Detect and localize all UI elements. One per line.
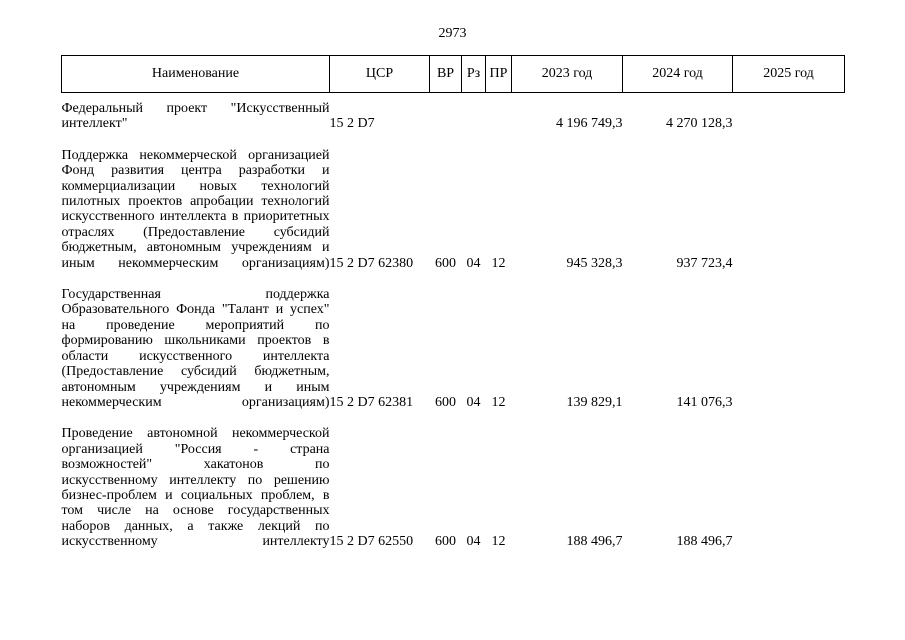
header-vr: ВР: [430, 56, 462, 93]
row-2023: 945 328,3: [566, 255, 623, 271]
row-pr: [486, 93, 512, 136]
row-2023: 139 829,1: [566, 394, 623, 410]
row-name: Поддержка некоммерческой организацией Фонд развития центра разработки и коммерциализации новых технологий пилотных проектов апробации технологий искусственного интеллекта в приоритетных отраслях (Предоставление субсидий бюджетным, автономным учреждениям и иным некоммерческим организациям): [61, 147, 330, 271]
header-2025: 2025 год: [733, 56, 845, 93]
row-2023: 4 196 749,3: [556, 116, 623, 132]
table-row: [62, 136, 845, 275]
row-2025: [733, 136, 845, 275]
table-header: [62, 56, 845, 93]
header-pr: ПР: [486, 56, 512, 93]
row-pr: 12: [491, 534, 506, 550]
row-2024: 188 496,7: [676, 534, 733, 550]
row-pr: 12: [491, 255, 506, 271]
row-2023: 188 496,7: [566, 534, 623, 550]
row-name: Проведение автономной некоммерческой организацией "Россия - страна возможностей" хакатонов по искусственному интеллекту по решению бизнес-проблем и социальных проблем, в том числе на основе государственных наборов данных, а также лекций по искусственному интеллекту: [61, 426, 330, 550]
row-vr: 600: [435, 255, 456, 271]
row-2025: [733, 414, 845, 553]
row-2025: [733, 93, 845, 136]
row-rz: 04: [466, 255, 481, 271]
row-rz: [462, 93, 486, 136]
header-2023: 2023 год: [512, 56, 623, 93]
budget-table: [61, 55, 845, 554]
row-rz: 04: [466, 534, 481, 550]
row-csr: 15 2 D7 62381: [329, 394, 414, 410]
table-row: [62, 275, 845, 414]
header-csr: ЦСР: [330, 56, 430, 93]
row-csr: 15 2 D7: [329, 116, 375, 132]
row-vr: [430, 93, 462, 136]
row-rz: 04: [466, 394, 481, 410]
page-number: 2973: [438, 26, 467, 41]
row-csr: 15 2 D7 62380: [329, 255, 414, 271]
row-2024: 937 723,4: [676, 255, 733, 271]
row-vr: 600: [435, 534, 456, 550]
row-2025: [733, 275, 845, 414]
header-2024: 2024 год: [623, 56, 733, 93]
row-name: Государственная поддержка Образовательного Фонда "Талант и успех" на проведение мероприятий по формированию школьниками проектов в области искусственного интеллекта (Предоставление субсидий бюджетным, автономным учреждениям и иным некоммерческим организациям): [61, 287, 330, 410]
header-name: Наименование: [62, 56, 330, 93]
table-row: [62, 414, 845, 553]
row-2024: 4 270 128,3: [666, 116, 733, 132]
row-vr: 600: [435, 394, 456, 410]
row-name: Федеральный проект "Искусственный интеллект": [61, 101, 330, 132]
header-rz: Рз: [462, 56, 486, 93]
row-pr: 12: [491, 394, 506, 410]
row-2024: 141 076,3: [676, 394, 733, 410]
row-csr: 15 2 D7 62550: [329, 534, 414, 550]
table-row: [62, 93, 845, 136]
